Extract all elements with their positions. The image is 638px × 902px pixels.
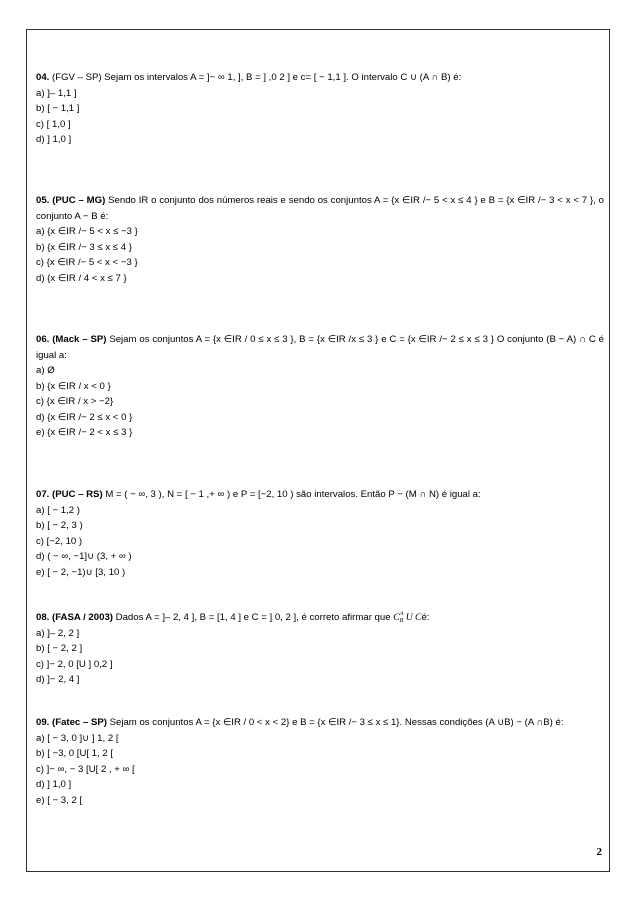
question-08 <box>36 610 604 688</box>
option-c: c) {x ∈IR / x > −2} <box>36 396 114 407</box>
question-text: Dados A = ]– 2, 4 ], B = [1, 4 ] e C = ] 0, 2 ], é correto afirmar que <box>115 612 394 623</box>
option-d: d) ] 1,0 ] <box>36 779 72 790</box>
question-stem <box>36 715 604 731</box>
question-stem <box>36 487 604 503</box>
question-text-end: é: <box>421 612 430 623</box>
question-04 <box>36 70 604 148</box>
question-09 <box>36 715 604 808</box>
option-d: d) ( − ∞, −1]∪ (3, + ∞ ) <box>36 551 132 562</box>
option-d: d) {x ∈IR / 4 < x ≤ 7 } <box>36 272 127 284</box>
option-d: d) ]− 2, 4 ] <box>36 674 80 685</box>
option-e: e) [ − 2, −1)∪ [3, 10 ) <box>36 566 126 578</box>
question-stem <box>36 70 604 86</box>
option-a: a) [ − 3, 0 ]∪ ] 1, 2 [ <box>36 732 119 744</box>
option-b: b) [ − 2, 3 ) <box>36 520 83 531</box>
question-source: (FASA / 2003) <box>52 612 113 623</box>
question-source: (PUC – RS) <box>52 489 103 500</box>
question-text: Sendo IR o conjunto dos números reais e sendo os conjuntos A = {x ∈IR /− 5 < x ≤ 4 } e B = {x ∈IR /− 3 < x < 7 }, o conjunto A − B é: <box>36 195 604 222</box>
option-a: a) Ø <box>36 365 55 376</box>
question-text: Sejam os conjuntos A = {x ∈IR / 0 ≤ x ≤ 3 }, B = {x ∈IR /x ≤ 3 } e C = {x ∈IR /− 2 ≤ x ≤ 3 } O conjunto (B − A) ∩ C é igual a: <box>36 334 604 361</box>
question-number: 04. <box>36 72 50 83</box>
option-b: b) [ −3, 0 [U[ 1, 2 [ <box>36 748 114 759</box>
option-e: e) [ − 3, 2 [ <box>36 794 83 806</box>
page-number: 2 <box>596 846 602 858</box>
option-b: b) [ − 2, 2 ] <box>36 643 83 654</box>
question-text: M = ( − ∞, 3 ), N = [ − 1 ,+ ∞ ) e P = [−2, 10 ) são intervalos. Então P − (M ∩ N) é igual a: <box>105 489 481 500</box>
question-number: 07. <box>36 489 50 500</box>
question-number: 09. <box>36 717 50 728</box>
option-a: a) ]– 1,1 ] <box>36 87 77 99</box>
question-stem <box>36 610 604 626</box>
question-number: 08. <box>36 612 50 623</box>
question-text: Sejam os conjuntos A = {x ∈IR / 0 < x < 2} e B = {x ∈IR /− 3 ≤ x ≤ 1}. Nessas condições (A ∪B) − (A ∩B) é: <box>109 717 564 728</box>
question-06 <box>36 332 604 441</box>
option-a: a) [ − 1,2 ) <box>36 504 80 516</box>
option-d: d) {x ∈IR /− 2 ≤ x < 0 } <box>36 411 133 423</box>
option-c: c) [−2, 10 ) <box>36 535 83 547</box>
option-a: a) ]– 2, 2 ] <box>36 627 80 639</box>
question-text: Sejam os intervalos A = ]− ∞ 1, ], B = ] ,0 2 ] e c= [ − 1,1 ]. O intervalo C ∪ (A ∩ B) é: <box>104 72 462 83</box>
option-c: c) {x ∈IR /− 5 < x < −3 } <box>36 257 138 268</box>
option-a: a) {x ∈IR /− 5 < x ≤ −3 } <box>36 226 138 237</box>
question-source: (FGV – SP) <box>52 72 102 83</box>
option-c: c) ]− 2, 0 [U ] 0,2 ] <box>36 658 113 670</box>
option-e: e) {x ∈IR /− 2 < x ≤ 3 } <box>36 427 133 438</box>
option-d: d) ] 1,0 ] <box>36 134 72 145</box>
option-c: c) [ 1,0 ] <box>36 118 71 130</box>
question-number: 05. <box>36 195 50 206</box>
question-stem <box>36 332 604 363</box>
question-05 <box>36 193 604 286</box>
option-b: b) [ − 1,1 ] <box>36 103 80 114</box>
question-stem <box>36 193 604 224</box>
question-source: (PUC – MG) <box>52 195 106 206</box>
question-source: (Fatec – SP) <box>52 717 107 728</box>
option-b: b) {x ∈IR /− 3 ≤ x ≤ 4 } <box>36 241 132 253</box>
option-b: b) {x ∈IR / x < 0 } <box>36 380 111 392</box>
question-07 <box>36 487 604 580</box>
question-source: (Mack – SP) <box>52 334 107 345</box>
complement-expression: C A B U C <box>393 610 422 624</box>
option-c: c) ]− ∞, − 3 [U[ 2 , + ∞ [ <box>36 763 135 775</box>
question-number: 06. <box>36 334 50 345</box>
